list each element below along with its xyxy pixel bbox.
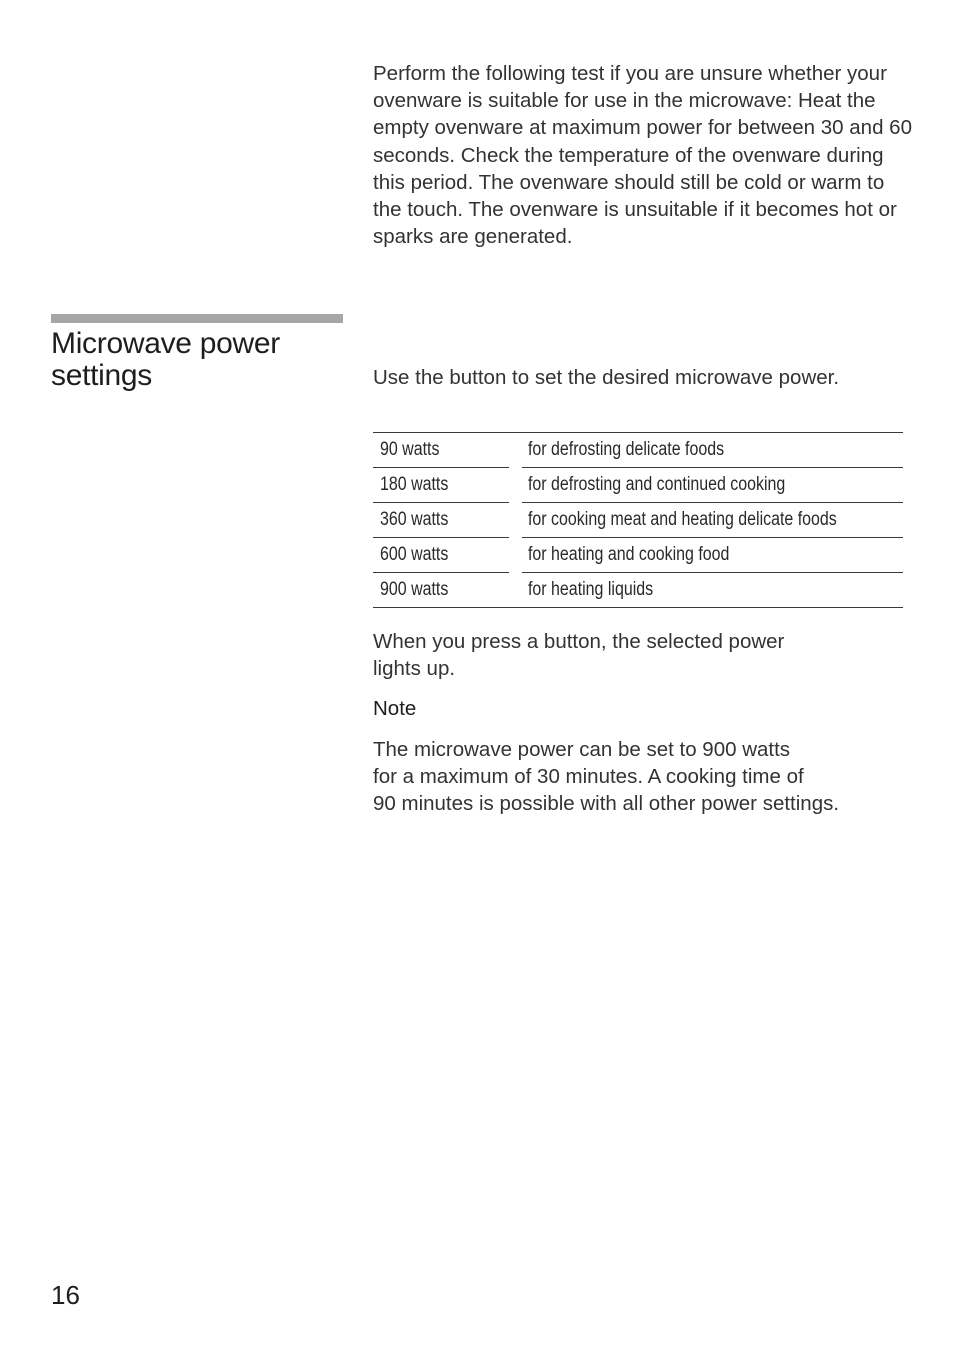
power-use-cell: for cooking meat and heating delicate foods xyxy=(522,502,903,537)
power-use-cell: for defrosting delicate foods xyxy=(522,432,903,467)
power-settings-table xyxy=(373,432,903,608)
page-number: 16 xyxy=(51,1280,80,1310)
power-level-cell: 180 watts xyxy=(373,467,509,502)
section-title: Microwave power settings xyxy=(51,327,280,392)
power-level-cell: 900 watts xyxy=(373,572,509,608)
power-level-cell: 600 watts xyxy=(373,537,509,572)
section-lead-text: Use the button to set the desired microwave power. xyxy=(373,366,840,389)
power-use-cell: for heating liquids xyxy=(522,572,903,608)
table-row xyxy=(373,432,903,467)
table-row xyxy=(373,572,903,608)
button-light-paragraph: When you press a button, the selected power lights up. xyxy=(373,630,785,681)
intro-paragraph: Perform the following test if you are unsure whether your ovenware is suitable for use in the microwave: Heat the empty ovenware at maximum power for between 30 and 60 seconds. Check the temperature of the ovenware during this period. The ovenware should still be cold or warm to the touch. The ovenware is unsuitable if it becomes hot or sparks are generated. xyxy=(373,62,912,249)
power-level-cell: 360 watts xyxy=(373,502,509,537)
table-row xyxy=(373,467,903,502)
power-use-cell: for defrosting and continued cooking xyxy=(522,467,903,502)
section-divider-bar xyxy=(51,314,343,323)
note-paragraph: The microwave power can be set to 900 watts for a maximum of 30 minutes. A cooking time of 90 minutes is possible with all other power settings. xyxy=(373,738,840,816)
table-row xyxy=(373,502,903,537)
note-heading: Note xyxy=(373,697,417,720)
power-level-cell: 90 watts xyxy=(373,432,509,467)
power-use-cell: for heating and cooking food xyxy=(522,537,903,572)
table-row xyxy=(373,537,903,572)
